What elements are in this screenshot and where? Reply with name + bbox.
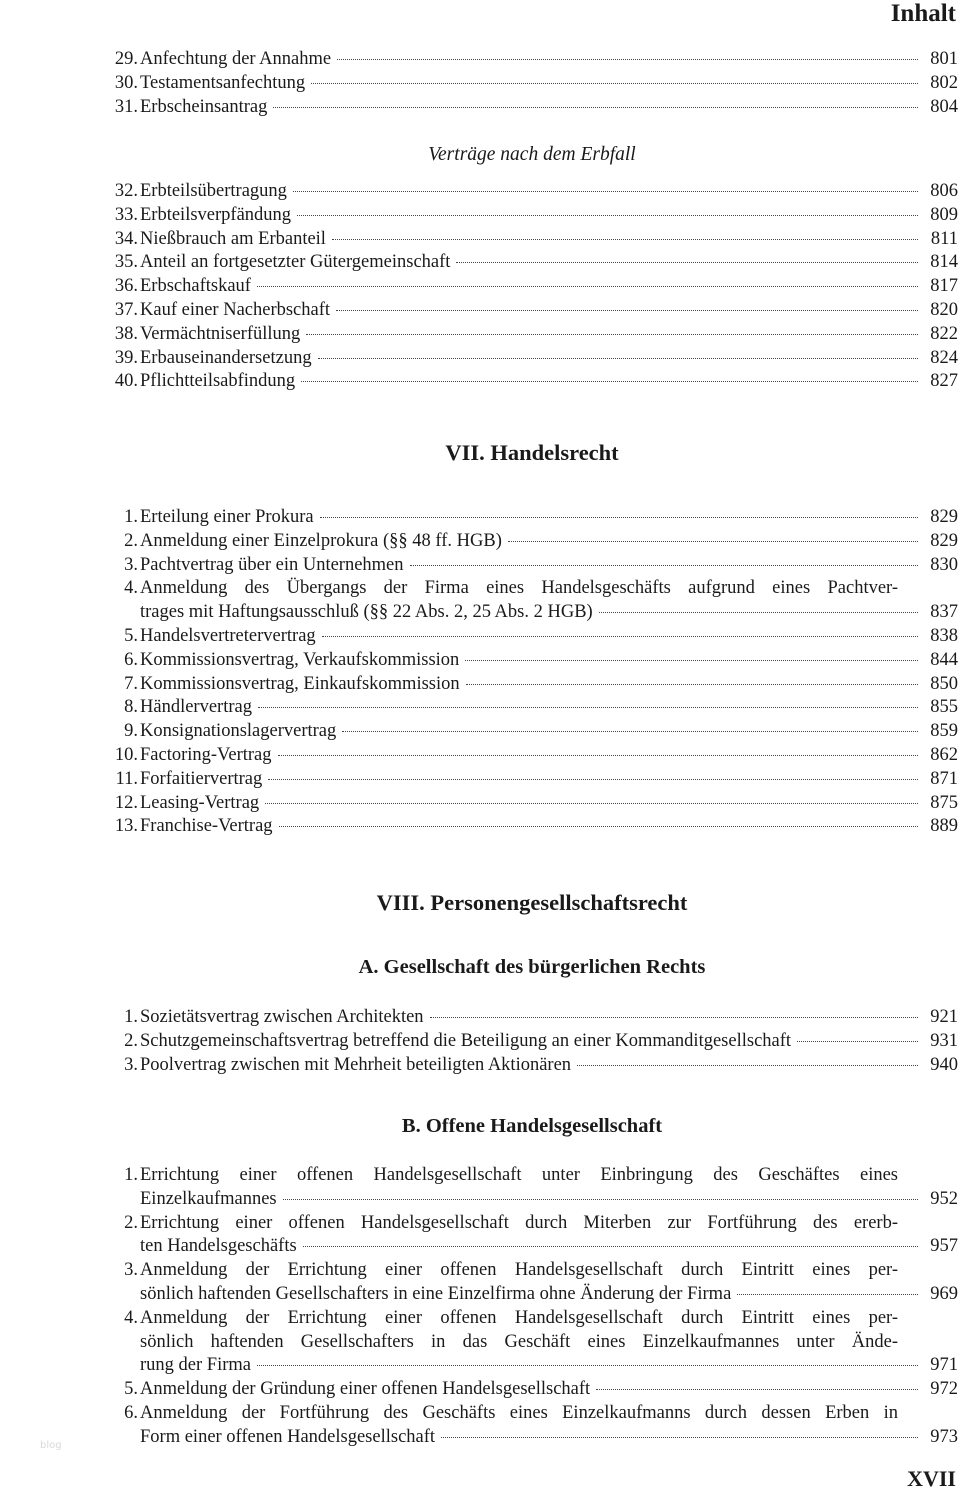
running-head: Inhalt: [890, 0, 956, 27]
toc-entry[interactable]: 9. Konsignationslagervertrag 859: [124, 721, 958, 742]
toc-entry-multiline[interactable]: 6. Anmeldung der Fortführung des Geschäfts eines Einzelkaufmanns durch dessen Erben in Form einer offenen Handelsgesellschaft 973: [124, 1402, 958, 1447]
toc-entry[interactable]: 32. Erbteilsübertragung 806: [114, 181, 958, 201]
toc-block-handelsrecht: [106, 506, 958, 839]
part-heading-personengesellschaftsrecht: VIII. Personengesellschaftsrecht: [376, 890, 688, 915]
toc-entry[interactable]: 36. Erbschaftskauf 817: [114, 276, 958, 297]
toc-entry[interactable]: 34. Nießbrauch am Erbanteil 811: [114, 228, 958, 249]
toc-entry[interactable]: 40. Pflichtteilsabfindung 827: [114, 371, 958, 392]
toc-entry-multiline[interactable]: 1. Errichtung einer offenen Handelsgesellschaft unter Einbringung des Geschäftes eines Einzelkaufmannes 952: [124, 1165, 958, 1209]
page-folio: XVII: [907, 1466, 956, 1491]
toc-entry[interactable]: 30. Testamentsanfechtung 802: [114, 72, 958, 93]
toc-block-vertraege: [106, 180, 958, 394]
toc-entry[interactable]: 29. Anfechtung der Annahme 801: [114, 49, 958, 69]
toc-entry[interactable]: 37. Kauf einer Nacherbschaft 820: [114, 299, 958, 320]
toc-entry[interactable]: 10. Factoring-Vertrag 862: [114, 744, 958, 765]
toc-entry[interactable]: 5. Handelsvertretervertrag 838: [124, 625, 958, 646]
subheading-vertraege: Verträge nach dem Erbfall: [428, 144, 636, 165]
toc-entry[interactable]: 39. Erbauseinandersetzung 824: [114, 347, 958, 368]
section-heading-gbr: A. Gesellschaft des bürgerlichen Rechts: [358, 956, 706, 978]
toc-entry-multiline[interactable]: 4. Anmeldung der Errichtung einer offenen Handelsgesellschaft durch Eintritt eines per- sönlich haftenden Gesellschafters in das Geschäft eines Einzelkaufmannes unter Ände- rung der Firma 971: [124, 1307, 958, 1376]
toc-block-gbr: [106, 1006, 958, 1077]
toc-entry[interactable]: 5. Anmeldung der Gründung einer offenen Handelsgesellschaft 972: [124, 1379, 958, 1400]
toc-entry[interactable]: 6. Kommissionsvertrag, Verkaufskommission 844: [124, 649, 958, 670]
toc-entry-multiline[interactable]: 3. Anmeldung der Errichtung einer offenen Handelsgesellschaft durch Eintritt eines per- sönlich haftenden Gesellschafters in eine Einzelfirma ohne Änderung der Firma 969: [124, 1260, 958, 1304]
toc-entry[interactable]: 35. Anteil an fortgesetzter Gütergemeinschaft 814: [114, 252, 958, 273]
toc-entry-multiline[interactable]: 2. Errichtung einer offenen Handelsgesellschaft durch Miterben zur Fortführung des ererb- ten Handelsgeschäfts 957: [124, 1212, 958, 1257]
toc-entry[interactable]: 12. Leasing-Vertrag 875: [114, 792, 958, 813]
watermark: blog: [40, 1440, 62, 1451]
toc-entry[interactable]: 3. Pachtvertrag über ein Unternehmen 830: [124, 554, 958, 575]
toc-entry[interactable]: 3. Poolvertrag zwischen mit Mehrheit beteiligten Aktionären 940: [124, 1054, 958, 1075]
toc-entry[interactable]: 8. Händlervertrag 855: [124, 697, 958, 718]
toc-entry[interactable]: 7. Kommissionsvertrag, Einkaufskommission 850: [124, 673, 958, 694]
toc-entry[interactable]: 31. Erbscheinsantrag 804: [114, 96, 958, 117]
section-heading-ohg: B. Offene Handelsgesellschaft: [401, 1115, 663, 1137]
toc-entry[interactable]: 2. Anmeldung einer Einzelprokura (§§ 48 ff. HGB) 829: [124, 530, 958, 551]
toc-block-erbrecht-end: [106, 48, 958, 119]
toc-entry[interactable]: 1. Sozietätsvertrag zwischen Architekten 921: [124, 1007, 958, 1027]
part-heading-handelsrecht: VII. Handelsrecht: [445, 440, 619, 465]
toc-entry[interactable]: 11. Forfaitiervertrag 871: [115, 768, 958, 789]
toc-entry[interactable]: 38. Vermächtniserfüllung 822: [114, 323, 958, 344]
toc-entry[interactable]: 2. Schutzgemeinschaftsvertrag betreffend die Beteiligung an einer Kommanditgesellschaft 931: [124, 1030, 958, 1051]
toc-block-ohg: [106, 1164, 958, 1450]
toc-entry[interactable]: 1. Erteilung einer Prokura 829: [124, 507, 958, 527]
toc-entry[interactable]: 33. Erbteilsverpfändung 809: [114, 204, 958, 225]
toc-entry-multiline[interactable]: 4. Anmeldung des Übergangs der Firma eines Handelsgeschäfts aufgrund eines Pachtver- trages mit Haftungsausschluß (§§ 22 Abs. 2, 25 Abs. 2 HGB) 837: [124, 578, 958, 623]
toc-entry[interactable]: 13. Franchise-Vertrag 889: [114, 816, 958, 837]
